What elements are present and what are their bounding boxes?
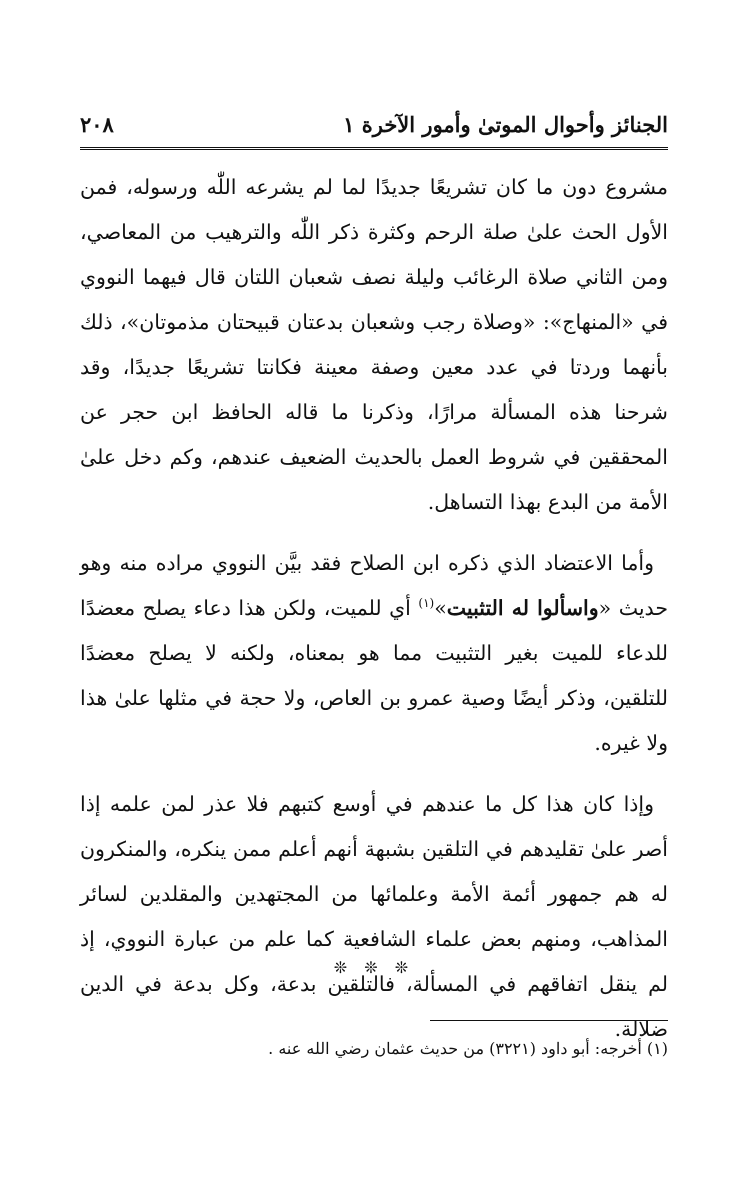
footnote-rule	[430, 1020, 668, 1021]
paragraph-1-text: مشروع دون ما كان تشريعًا جديدًا لما لم يشرعه اللّٰه ورسوله، فمن الأول الحث علىٰ صلة الرحم وكثرة ذكر اللّٰه والترهيب من المعاصي، ومن الثاني صلاة الرغائب وليلة نصف شعبان اللتان قال فيهما النووي في «المنهاج»: «وصلاة رجب وشعبان بدعتان قبيحتان مذموتان»، ذلك بأنهما وردتا في عدد معين وصفة معينة فكانتا تشريعًا جديدًا، وقد شرحنا هذه المسألة مرارًا، وذكرنا ما قاله الحافظ ابن حجر عن المحققين في شروط العمل بالحديث الضعيف عندهم، وكم دخل علىٰ الأمة من البدع بهذا التساهل.	[80, 175, 668, 514]
hadith-quote: واسألوا له التثبيت	[446, 596, 599, 620]
paragraph-2	[80, 541, 668, 766]
page-number: ٢٠٨	[80, 112, 114, 137]
footnote: (١) أخرجه: أبو داود (٣٢٢١) من حديث عثمان رضي الله عنه .	[268, 1039, 668, 1058]
running-title: الجنائز وأحوال الموتىٰ وأمور الآخرة ١	[343, 112, 668, 137]
section-separator: ❊ ❊ ❊	[333, 958, 415, 977]
paragraph-2-rest: أي للميت، ولكن هذا دعاء يصلح معضدًا للدعاء للميت بغير التثبيت مما هو بمعناه، ولكنه لا يصلح معضدًا للتلقين، وذكر أيضًا وصية عمرو بن العاص، ولا حجة في مثلها علىٰ هذا ولا غيره.	[80, 596, 668, 755]
paragraph-3	[80, 782, 668, 1052]
header-rule	[80, 147, 668, 150]
paragraph-1	[80, 165, 668, 525]
quote-close: »	[434, 596, 447, 620]
paragraph-3-text: وإذا كان هذا كل ما عندهم في أوسع كتبهم فلا عذر لمن علمه إذا أصر علىٰ تقليدهم في التلقين بشبهة أنهم أعلم ممن ينكره، والمنكرون له هم جمهور أئمة الأمة وعلمائها من المجتهدين والمقلدين لسائر المذاهب، ومنهم بعض علماء الشافعية كما علم من عبارة النووي، إذ لم ينقل اتفاقهم في المسألة، فالتلقين بدعة، وكل بدعة في الدين ضلالة.	[80, 792, 668, 1041]
footnote-reference[interactable]: (١)	[418, 596, 435, 611]
main-text	[80, 165, 668, 1052]
paragraph-2-lead: وأما الاعتضاد الذي ذكره ابن الصلاح فقد بيَّن النووي مراده منه وهو حديث «	[80, 551, 668, 620]
page-header	[80, 108, 668, 144]
